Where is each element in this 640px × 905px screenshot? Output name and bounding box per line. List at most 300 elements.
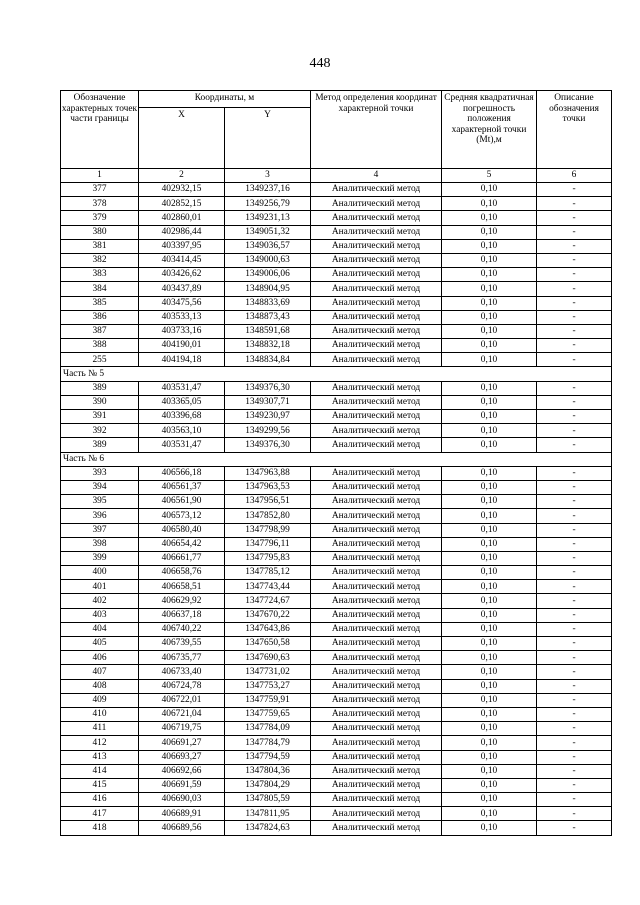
y-coordinate-cell: 1349307,71 [225, 395, 311, 409]
x-coordinate-cell: 403733,16 [139, 324, 225, 338]
table-row [61, 707, 612, 721]
x-coordinate-cell: 403563,10 [139, 424, 225, 438]
table-row [61, 580, 612, 594]
x-coordinate-cell: 406580,40 [139, 523, 225, 537]
description-cell: - [537, 679, 612, 693]
description-cell: - [537, 793, 612, 807]
description-cell: - [537, 353, 612, 367]
y-coordinate-cell: 1348873,43 [225, 310, 311, 324]
y-coordinate-cell: 1347731,02 [225, 665, 311, 679]
description-cell: - [537, 410, 612, 424]
method-cell: Аналитический метод [311, 722, 442, 736]
y-coordinate-cell: 1347804,36 [225, 764, 311, 778]
table-row [61, 537, 612, 551]
x-coordinate-cell: 404194,18 [139, 353, 225, 367]
x-coordinate-cell: 406561,37 [139, 480, 225, 494]
table-row [61, 395, 612, 409]
description-cell: - [537, 566, 612, 580]
point-number-cell: 407 [61, 665, 139, 679]
method-cell: Аналитический метод [311, 807, 442, 821]
error-cell: 0,10 [442, 665, 537, 679]
y-coordinate-cell: 1348832,18 [225, 339, 311, 353]
table-row [61, 807, 612, 821]
coordinates-table [60, 90, 612, 836]
point-number-cell: 412 [61, 736, 139, 750]
header-method: Метод определения координат характерной точки [311, 91, 442, 169]
point-number-cell: 409 [61, 693, 139, 707]
description-cell: - [537, 722, 612, 736]
description-cell: - [537, 339, 612, 353]
method-cell: Аналитический метод [311, 296, 442, 310]
description-cell: - [537, 268, 612, 282]
method-cell: Аналитический метод [311, 665, 442, 679]
error-cell: 0,10 [442, 509, 537, 523]
point-number-cell: 408 [61, 679, 139, 693]
description-cell: - [537, 665, 612, 679]
table-row [61, 622, 612, 636]
error-cell: 0,10 [442, 651, 537, 665]
error-cell: 0,10 [442, 495, 537, 509]
table-row [61, 722, 612, 736]
description-cell: - [537, 764, 612, 778]
point-number-cell: 387 [61, 324, 139, 338]
method-cell: Аналитический метод [311, 622, 442, 636]
y-coordinate-cell: 1348833,69 [225, 296, 311, 310]
point-number-cell: 386 [61, 310, 139, 324]
x-coordinate-cell: 402932,15 [139, 183, 225, 197]
description-cell: - [537, 509, 612, 523]
x-coordinate-cell: 403475,56 [139, 296, 225, 310]
y-coordinate-cell: 1349036,57 [225, 239, 311, 253]
y-coordinate-cell: 1347670,22 [225, 608, 311, 622]
method-cell: Аналитический метод [311, 793, 442, 807]
y-coordinate-cell: 1349051,32 [225, 225, 311, 239]
x-coordinate-cell: 406719,75 [139, 722, 225, 736]
table-row [61, 821, 612, 835]
page-number: 448 [309, 56, 331, 71]
description-cell: - [537, 296, 612, 310]
point-number-cell: 416 [61, 793, 139, 807]
section-label: Часть № 6 [61, 452, 612, 466]
x-coordinate-cell: 406566,18 [139, 466, 225, 480]
y-coordinate-cell: 1349376,30 [225, 381, 311, 395]
method-cell: Аналитический метод [311, 466, 442, 480]
table-row [61, 679, 612, 693]
y-coordinate-cell: 1347795,83 [225, 551, 311, 565]
y-coordinate-cell: 1349006,06 [225, 268, 311, 282]
error-cell: 0,10 [442, 608, 537, 622]
table-row [61, 225, 612, 239]
method-cell: Аналитический метод [311, 594, 442, 608]
method-cell: Аналитический метод [311, 679, 442, 693]
description-cell: - [537, 324, 612, 338]
point-number-cell: 393 [61, 466, 139, 480]
column-number: 1 [61, 169, 139, 183]
table-row [61, 438, 612, 452]
point-number-cell: 391 [61, 410, 139, 424]
description-cell: - [537, 197, 612, 211]
table-row [61, 424, 612, 438]
table-row [61, 353, 612, 367]
point-number-cell: 400 [61, 566, 139, 580]
table-row [61, 651, 612, 665]
y-coordinate-cell: 1347794,59 [225, 750, 311, 764]
error-cell: 0,10 [442, 410, 537, 424]
description-cell: - [537, 693, 612, 707]
header-description: Описание обозначения точки [537, 91, 612, 169]
error-cell: 0,10 [442, 793, 537, 807]
table-row [61, 495, 612, 509]
y-coordinate-cell: 1347753,27 [225, 679, 311, 693]
x-coordinate-cell: 406693,27 [139, 750, 225, 764]
method-cell: Аналитический метод [311, 268, 442, 282]
x-coordinate-cell: 406561,90 [139, 495, 225, 509]
method-cell: Аналитический метод [311, 211, 442, 225]
y-coordinate-cell: 1347956,51 [225, 495, 311, 509]
x-coordinate-cell: 403531,47 [139, 381, 225, 395]
x-coordinate-cell: 406692,66 [139, 764, 225, 778]
point-number-cell: 406 [61, 651, 139, 665]
error-cell: 0,10 [442, 750, 537, 764]
x-coordinate-cell: 406721,04 [139, 707, 225, 721]
table-row [61, 410, 612, 424]
x-coordinate-cell: 406735,77 [139, 651, 225, 665]
table-row [61, 693, 612, 707]
column-number: 3 [225, 169, 311, 183]
point-number-cell: 392 [61, 424, 139, 438]
x-coordinate-cell: 406690,03 [139, 793, 225, 807]
description-cell: - [537, 381, 612, 395]
method-cell: Аналитический метод [311, 225, 442, 239]
x-coordinate-cell: 406658,51 [139, 580, 225, 594]
table-row [61, 466, 612, 480]
y-coordinate-cell: 1347643,86 [225, 622, 311, 636]
description-cell: - [537, 778, 612, 792]
point-number-cell: 418 [61, 821, 139, 835]
error-cell: 0,10 [442, 523, 537, 537]
description-cell: - [537, 736, 612, 750]
table-row [61, 793, 612, 807]
table-row [61, 211, 612, 225]
table-row [61, 197, 612, 211]
table-row [61, 523, 612, 537]
error-cell: 0,10 [442, 637, 537, 651]
x-coordinate-cell: 403533,13 [139, 310, 225, 324]
column-number: 4 [311, 169, 442, 183]
x-coordinate-cell: 406739,55 [139, 637, 225, 651]
y-coordinate-cell: 1347784,09 [225, 722, 311, 736]
error-cell: 0,10 [442, 268, 537, 282]
table-row [61, 296, 612, 310]
y-coordinate-cell: 1349376,30 [225, 438, 311, 452]
point-number-cell: 384 [61, 282, 139, 296]
table-row [61, 750, 612, 764]
method-cell: Аналитический метод [311, 764, 442, 778]
x-coordinate-cell: 406629,92 [139, 594, 225, 608]
error-cell: 0,10 [442, 622, 537, 636]
table-row [61, 310, 612, 324]
point-number-cell: 401 [61, 580, 139, 594]
error-cell: 0,10 [442, 339, 537, 353]
y-coordinate-cell: 1348591,68 [225, 324, 311, 338]
y-coordinate-cell: 1347724,67 [225, 594, 311, 608]
x-coordinate-cell: 403426,62 [139, 268, 225, 282]
y-coordinate-cell: 1347963,53 [225, 480, 311, 494]
y-coordinate-cell: 1347811,95 [225, 807, 311, 821]
description-cell: - [537, 424, 612, 438]
error-cell: 0,10 [442, 693, 537, 707]
error-cell: 0,10 [442, 764, 537, 778]
point-number-cell: 415 [61, 778, 139, 792]
method-cell: Аналитический метод [311, 183, 442, 197]
method-cell: Аналитический метод [311, 395, 442, 409]
error-cell: 0,10 [442, 679, 537, 693]
y-coordinate-cell: 1348904,95 [225, 282, 311, 296]
y-coordinate-cell: 1347759,91 [225, 693, 311, 707]
y-coordinate-cell: 1347804,29 [225, 778, 311, 792]
table-row [61, 282, 612, 296]
method-cell: Аналитический метод [311, 778, 442, 792]
section-row [61, 367, 612, 381]
method-cell: Аналитический метод [311, 608, 442, 622]
description-cell: - [537, 651, 612, 665]
error-cell: 0,10 [442, 821, 537, 835]
point-number-cell: 402 [61, 594, 139, 608]
method-cell: Аналитический метод [311, 551, 442, 565]
error-cell: 0,10 [442, 253, 537, 267]
y-coordinate-cell: 1347963,88 [225, 466, 311, 480]
point-number-cell: 395 [61, 495, 139, 509]
point-number-cell: 404 [61, 622, 139, 636]
point-number-cell: 380 [61, 225, 139, 239]
description-cell: - [537, 608, 612, 622]
table-row [61, 253, 612, 267]
x-coordinate-cell: 402860,01 [139, 211, 225, 225]
x-coordinate-cell: 403365,05 [139, 395, 225, 409]
table-row [61, 764, 612, 778]
error-cell: 0,10 [442, 594, 537, 608]
error-cell: 0,10 [442, 183, 537, 197]
y-coordinate-cell: 1349299,56 [225, 424, 311, 438]
error-cell: 0,10 [442, 707, 537, 721]
error-cell: 0,10 [442, 807, 537, 821]
description-cell: - [537, 750, 612, 764]
method-cell: Аналитический метод [311, 424, 442, 438]
method-cell: Аналитический метод [311, 339, 442, 353]
method-cell: Аналитический метод [311, 821, 442, 835]
x-coordinate-cell: 403531,47 [139, 438, 225, 452]
x-coordinate-cell: 406722,01 [139, 693, 225, 707]
point-number-cell: 385 [61, 296, 139, 310]
error-cell: 0,10 [442, 197, 537, 211]
description-cell: - [537, 466, 612, 480]
point-number-cell: 382 [61, 253, 139, 267]
point-number-cell: 417 [61, 807, 139, 821]
point-number-cell: 410 [61, 707, 139, 721]
x-coordinate-cell: 406733,40 [139, 665, 225, 679]
method-cell: Аналитический метод [311, 523, 442, 537]
x-coordinate-cell: 403396,68 [139, 410, 225, 424]
error-cell: 0,10 [442, 551, 537, 565]
method-cell: Аналитический метод [311, 197, 442, 211]
description-cell: - [537, 480, 612, 494]
description-cell: - [537, 253, 612, 267]
method-cell: Аналитический метод [311, 693, 442, 707]
point-number-cell: 396 [61, 509, 139, 523]
table-row [61, 665, 612, 679]
x-coordinate-cell: 404190,01 [139, 339, 225, 353]
error-cell: 0,10 [442, 438, 537, 452]
point-number-cell: 413 [61, 750, 139, 764]
y-coordinate-cell: 1347690,63 [225, 651, 311, 665]
y-coordinate-cell: 1347784,79 [225, 736, 311, 750]
description-cell: - [537, 239, 612, 253]
x-coordinate-cell: 403437,89 [139, 282, 225, 296]
description-cell: - [537, 282, 612, 296]
x-coordinate-cell: 406654,42 [139, 537, 225, 551]
error-cell: 0,10 [442, 736, 537, 750]
error-cell: 0,10 [442, 480, 537, 494]
error-cell: 0,10 [442, 211, 537, 225]
column-number: 6 [537, 169, 612, 183]
error-cell: 0,10 [442, 296, 537, 310]
table-row [61, 480, 612, 494]
x-coordinate-cell: 402852,15 [139, 197, 225, 211]
point-number-cell: 394 [61, 480, 139, 494]
table-row [61, 183, 612, 197]
description-cell: - [537, 523, 612, 537]
x-coordinate-cell: 406689,91 [139, 807, 225, 821]
description-cell: - [537, 310, 612, 324]
error-cell: 0,10 [442, 395, 537, 409]
error-cell: 0,10 [442, 537, 537, 551]
description-cell: - [537, 707, 612, 721]
description-cell: - [537, 183, 612, 197]
description-cell: - [537, 211, 612, 225]
column-number: 5 [442, 169, 537, 183]
description-cell: - [537, 821, 612, 835]
y-coordinate-cell: 1349237,16 [225, 183, 311, 197]
description-cell: - [537, 637, 612, 651]
method-cell: Аналитический метод [311, 282, 442, 296]
method-cell: Аналитический метод [311, 736, 442, 750]
header-point-designation: Обозначение характерных точек части границы [61, 91, 139, 169]
x-coordinate-cell: 406691,59 [139, 778, 225, 792]
y-coordinate-cell: 1347743,44 [225, 580, 311, 594]
error-cell: 0,10 [442, 722, 537, 736]
table-row [61, 778, 612, 792]
table-row [61, 637, 612, 651]
point-number-cell: 398 [61, 537, 139, 551]
error-cell: 0,10 [442, 310, 537, 324]
description-cell: - [537, 580, 612, 594]
x-coordinate-cell: 406661,77 [139, 551, 225, 565]
table-row [61, 339, 612, 353]
description-cell: - [537, 594, 612, 608]
error-cell: 0,10 [442, 566, 537, 580]
description-cell: - [537, 551, 612, 565]
error-cell: 0,10 [442, 282, 537, 296]
table-row [61, 608, 612, 622]
method-cell: Аналитический метод [311, 381, 442, 395]
method-cell: Аналитический метод [311, 537, 442, 551]
error-cell: 0,10 [442, 324, 537, 338]
table-row [61, 509, 612, 523]
x-coordinate-cell: 406689,56 [139, 821, 225, 835]
table-row [61, 324, 612, 338]
point-number-cell: 390 [61, 395, 139, 409]
x-coordinate-cell: 406573,12 [139, 509, 225, 523]
error-cell: 0,10 [442, 225, 537, 239]
section-label: Часть № 5 [61, 367, 612, 381]
header-coordinates: Координаты, м [139, 91, 311, 108]
y-coordinate-cell: 1349230,97 [225, 410, 311, 424]
point-number-cell: 381 [61, 239, 139, 253]
x-coordinate-cell: 406691,27 [139, 736, 225, 750]
header-y: Y [225, 108, 311, 169]
method-cell: Аналитический метод [311, 495, 442, 509]
error-cell: 0,10 [442, 778, 537, 792]
method-cell: Аналитический метод [311, 253, 442, 267]
header-x: X [139, 108, 225, 169]
description-cell: - [537, 495, 612, 509]
method-cell: Аналитический метод [311, 580, 442, 594]
point-number-cell: 397 [61, 523, 139, 537]
y-coordinate-cell: 1347852,80 [225, 509, 311, 523]
point-number-cell: 399 [61, 551, 139, 565]
column-number: 2 [139, 169, 225, 183]
x-coordinate-cell: 403414,45 [139, 253, 225, 267]
method-cell: Аналитический метод [311, 438, 442, 452]
error-cell: 0,10 [442, 580, 537, 594]
y-coordinate-cell: 1349231,13 [225, 211, 311, 225]
error-cell: 0,10 [442, 424, 537, 438]
method-cell: Аналитический метод [311, 750, 442, 764]
method-cell: Аналитический метод [311, 509, 442, 523]
point-number-cell: 389 [61, 381, 139, 395]
method-cell: Аналитический метод [311, 310, 442, 324]
description-cell: - [537, 225, 612, 239]
error-cell: 0,10 [442, 239, 537, 253]
point-number-cell: 388 [61, 339, 139, 353]
table-row [61, 736, 612, 750]
description-cell: - [537, 438, 612, 452]
point-number-cell: 379 [61, 211, 139, 225]
y-coordinate-cell: 1348834,84 [225, 353, 311, 367]
y-coordinate-cell: 1347785,12 [225, 566, 311, 580]
description-cell: - [537, 537, 612, 551]
method-cell: Аналитический метод [311, 651, 442, 665]
description-cell: - [537, 807, 612, 821]
point-number-cell: 377 [61, 183, 139, 197]
y-coordinate-cell: 1347759,65 [225, 707, 311, 721]
point-number-cell: 403 [61, 608, 139, 622]
method-cell: Аналитический метод [311, 566, 442, 580]
method-cell: Аналитический метод [311, 239, 442, 253]
point-number-cell: 411 [61, 722, 139, 736]
error-cell: 0,10 [442, 381, 537, 395]
x-coordinate-cell: 406740,22 [139, 622, 225, 636]
y-coordinate-cell: 1349256,79 [225, 197, 311, 211]
y-coordinate-cell: 1347796,11 [225, 537, 311, 551]
method-cell: Аналитический метод [311, 637, 442, 651]
y-coordinate-cell: 1349000,63 [225, 253, 311, 267]
table-row [61, 381, 612, 395]
point-number-cell: 378 [61, 197, 139, 211]
method-cell: Аналитический метод [311, 324, 442, 338]
y-coordinate-cell: 1347805,59 [225, 793, 311, 807]
x-coordinate-cell: 406658,76 [139, 566, 225, 580]
